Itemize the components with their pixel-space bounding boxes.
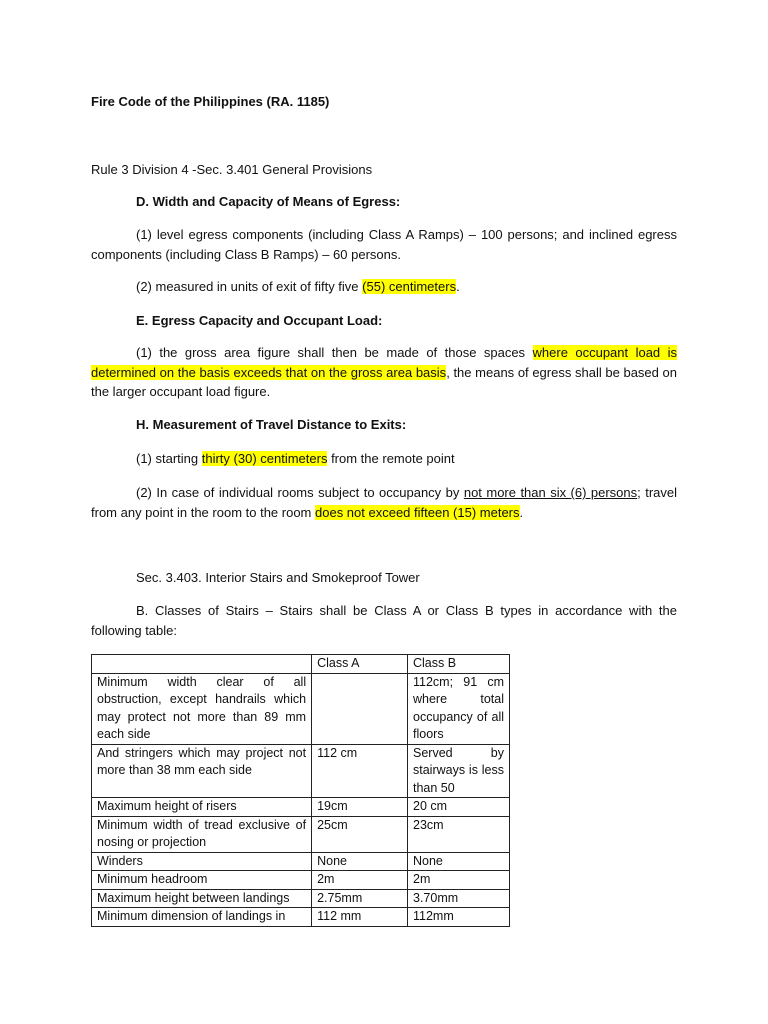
- table-cell: 3.70mm: [408, 889, 510, 908]
- section-b-paragraph: B. Classes of Stairs – Stairs shall be Class A or Class B types in accordance with the following table:: [91, 603, 677, 638]
- sec-3403-heading: Sec. 3.403. Interior Stairs and Smokeproof Tower: [136, 570, 420, 585]
- stairs-classes-table: [91, 654, 510, 927]
- underlined-text: not more than six (6) persons: [463, 485, 638, 500]
- table-header-cell: [92, 655, 312, 674]
- table-row: [92, 908, 510, 927]
- document-title: Fire Code of the Philippines (RA. 1185): [91, 94, 330, 109]
- text-run: .: [519, 504, 524, 520]
- table-cell: 2m: [408, 871, 510, 890]
- table-cell: Maximum height of risers: [92, 798, 312, 817]
- table-row: [92, 852, 510, 871]
- table-cell: 112 mm: [312, 908, 408, 927]
- text-run: , the means of egress shall be based on the larger occupant load figure.: [91, 364, 677, 399]
- table-cell: 23cm: [408, 816, 510, 852]
- text-run: (2) In case of individual rooms subject to occupancy by: [136, 485, 464, 500]
- table-cell: Winders: [92, 852, 312, 871]
- table-row: [92, 673, 510, 744]
- table-row: [92, 889, 510, 908]
- highlighted-text: does not exceed fifteen (15) meters: [315, 504, 520, 520]
- table-row: [92, 744, 510, 798]
- table-row: [92, 798, 510, 817]
- rule-heading: Rule 3 Division 4 -Sec. 3.401 General Provisions: [91, 162, 373, 177]
- highlighted-text: (55) centimeters: [362, 279, 457, 294]
- table-row: [92, 871, 510, 890]
- text-run: from the remote point: [327, 451, 455, 466]
- highlighted-text: thirty (30) centimeters: [201, 451, 328, 466]
- section-h-paragraph-2: [91, 483, 677, 522]
- table-cell: None: [312, 852, 408, 871]
- section-d-paragraph-2: [91, 277, 677, 297]
- table-cell: Served by stairways is less than 50: [408, 744, 510, 798]
- table-header-row: [92, 655, 510, 674]
- table-cell: 2m: [312, 871, 408, 890]
- table-cell: Minimum dimension of landings in: [92, 908, 312, 927]
- text-run: (2) measured in units of exit of fifty five: [136, 279, 363, 294]
- text-run: .: [456, 279, 460, 294]
- table-cell: 19cm: [312, 798, 408, 817]
- table-cell: 20 cm: [408, 798, 510, 817]
- text-run: (1) the gross area figure shall then be made of those spaces: [136, 345, 533, 360]
- table-cell: Minimum width clear of all obstruction, except handrails which may protect not more than 89 mm each side: [92, 673, 312, 744]
- section-d-heading: D. Width and Capacity of Means of Egress:: [136, 194, 401, 209]
- highlighted-text: where occupant load is determined on the basis exceeds that on the gross area basis: [91, 345, 677, 380]
- section-e-paragraph-1: [91, 343, 677, 402]
- table-cell: 112 cm: [312, 744, 408, 798]
- section-h-paragraph-1: [91, 449, 677, 469]
- table-cell: 2.75mm: [312, 889, 408, 908]
- table-cell: And stringers which may project not more than 38 mm each side: [92, 744, 312, 798]
- table-cell: Minimum headroom: [92, 871, 312, 890]
- text-run: ; travel from any point in the room to the room: [91, 485, 678, 520]
- table-cell: [312, 673, 408, 744]
- table-cell: Maximum height between landings: [92, 889, 312, 908]
- section-h-heading: H. Measurement of Travel Distance to Exits:: [136, 417, 407, 432]
- section-d-paragraph-1: (1) level egress components (including Class A Ramps) – 100 persons; and inclined egress components (including Class B Ramps) – 60 persons.: [91, 227, 677, 262]
- table-header-cell: Class A: [312, 655, 408, 674]
- table-row: [92, 816, 510, 852]
- table-cell: 25cm: [312, 816, 408, 852]
- table-cell: 112cm; 91 cm where total occupancy of all floors: [408, 673, 510, 744]
- table-cell: None: [408, 852, 510, 871]
- table-cell: 112mm: [408, 908, 510, 927]
- table-header-cell: Class B: [408, 655, 510, 674]
- text-run: (1) starting: [136, 451, 202, 466]
- table-cell: Minimum width of tread exclusive of nosing or projection: [92, 816, 312, 852]
- section-e-heading: E. Egress Capacity and Occupant Load:: [136, 313, 383, 328]
